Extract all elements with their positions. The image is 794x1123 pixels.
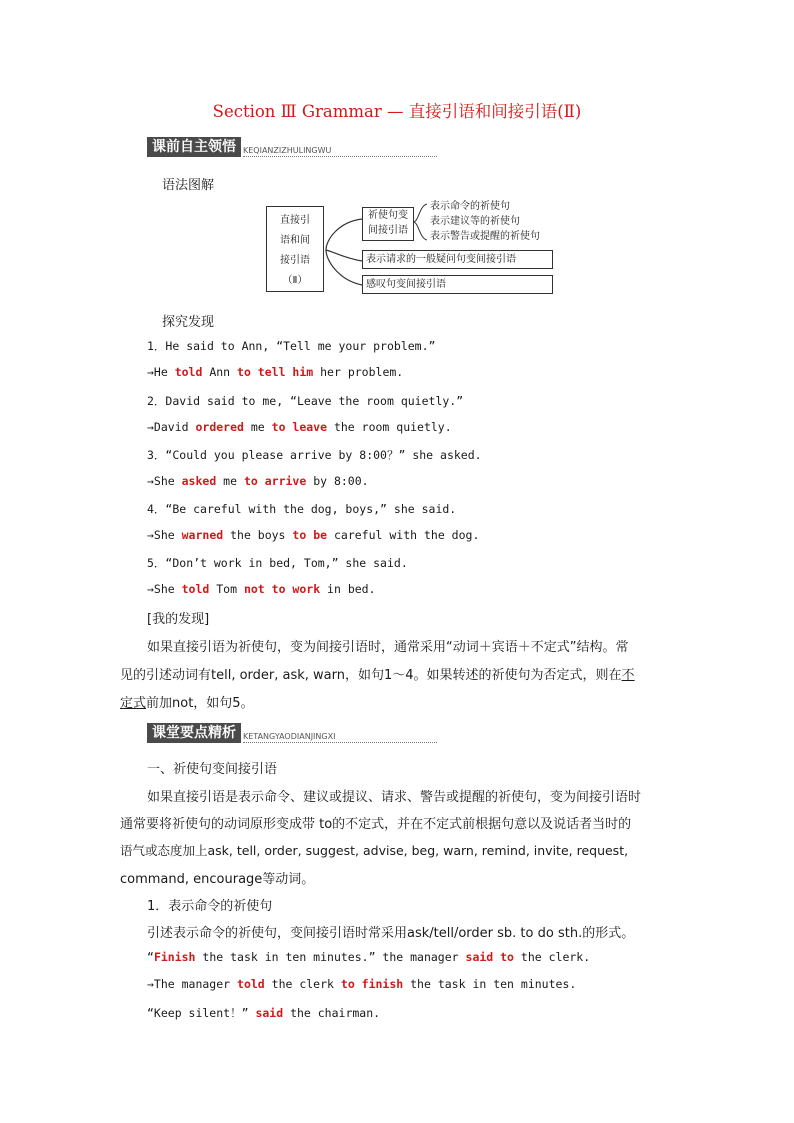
section-paragraph: command, encourage等动词。: [120, 872, 315, 887]
answer-verb: ordered: [195, 420, 244, 434]
section-heading: 一、祈使句变间接引语: [147, 762, 278, 777]
answer-text: me: [243, 420, 272, 434]
diagram-branch2-box: 表示请求的一般疑问句变间接引语: [362, 250, 553, 269]
section-paragraph: 语气或态度加上ask, tell, order, suggest, advise, beg, warn, remind, invite, request,: [120, 843, 629, 858]
example-text: the clerk: [264, 977, 341, 991]
example-question: 4．“Be careful with the dog, boys,” she said.: [147, 502, 457, 516]
example-highlight: told: [237, 977, 265, 991]
example-question: 3．“Could you please arrive by 8:00？” she asked.: [147, 448, 482, 462]
answer-text: careful with the dog.: [327, 528, 480, 542]
answer-text: →David: [147, 420, 196, 434]
answer-infinitive: to arrive: [243, 474, 307, 488]
answer-text: the boys: [223, 528, 293, 542]
example-highlight: said to: [465, 950, 514, 964]
diagram-root-line: 接引语: [280, 255, 310, 266]
answer-text: her problem.: [313, 365, 404, 379]
example-highlight: to finish: [340, 977, 404, 991]
answer-verb: asked: [181, 474, 217, 488]
explore-heading: 探究发现: [162, 315, 215, 330]
example-text: the chairman.: [283, 1006, 381, 1020]
example-answer: [147, 582, 376, 596]
diagram-leaf: 表示警告或提醒的祈使句: [430, 231, 540, 242]
example-answer: [147, 365, 403, 379]
finding-underlined: 不: [621, 668, 635, 683]
example-answer: [147, 420, 452, 434]
example-text: the clerk.: [513, 950, 591, 964]
example-question: 2．David said to me, “Leave the room quietly.”: [147, 394, 464, 408]
finding-label: [我的发现]: [147, 612, 210, 627]
diagram-branch1-box: [362, 207, 414, 241]
answer-text: →He: [147, 365, 175, 379]
diagram-branch3-box: 感叹句变间接引语: [362, 275, 553, 294]
command-example: [147, 950, 590, 964]
answer-text: →She: [147, 582, 182, 596]
diagram-leaf: 表示建议等的祈使句: [430, 216, 520, 227]
example-answer: [147, 528, 479, 542]
example-text: “: [147, 950, 154, 964]
section-banner-analysis: [147, 723, 437, 743]
finding-text-part: 前加not，如句5。: [146, 696, 254, 711]
grammar-diagram: [266, 200, 556, 300]
finding-text: 如果直接引语为祈使句，变为间接引语时，通常采用“动词＋宾语＋不定式”结构。常: [147, 640, 629, 655]
answer-verb: warned: [181, 528, 224, 542]
diagram-root-line: 直接引: [280, 215, 310, 226]
answer-infinitive: to be: [292, 528, 328, 542]
finding-text: [120, 692, 254, 711]
section-paragraph: 如果直接引语是表示命令、建议或提议、请求、警告或提醒的祈使句，变为间接引语时: [147, 790, 642, 805]
example-question: 1．He said to Ann, “Tell me your problem.”: [147, 339, 436, 353]
banner-label: 课前自主领悟: [147, 137, 241, 157]
example-text: →The manager: [147, 977, 238, 991]
section-paragraph: 通常要将祈使句的动词原形变成带 to的不定式，并在不定式前根据句意以及说话者当时的: [120, 817, 632, 832]
answer-infinitive: to leave: [271, 420, 328, 434]
answer-text: me: [216, 474, 244, 488]
example-highlight: said: [255, 1006, 284, 1020]
answer-text: →She: [147, 528, 182, 542]
answer-text: the room quietly.: [327, 420, 452, 434]
diagram-root-line: 语和间: [280, 235, 310, 246]
answer-verb: told: [181, 582, 210, 596]
answer-text: Tom: [209, 582, 244, 596]
answer-verb: told: [174, 365, 203, 379]
diagram-root-box: [266, 206, 324, 292]
diagram-leaf: 表示命令的祈使句: [430, 201, 510, 212]
answer-text: in bed.: [320, 582, 376, 596]
command-example: [147, 977, 576, 991]
subsection-description: 引述表示命令的祈使句，变间接引语时常采用ask/tell/order sb. to do sth.的形式。: [147, 926, 635, 941]
example-highlight: Finish: [153, 950, 196, 964]
diagram-root-line: （Ⅱ）: [282, 275, 308, 286]
command-example: [147, 1005, 380, 1021]
example-text: the task in ten minutes.: [403, 977, 577, 991]
example-question: 5．“Don’t work in bed, Tom,” she said.: [147, 556, 408, 570]
answer-infinitive: to tell him: [237, 365, 314, 379]
example-text: “Keep silent！”: [147, 1006, 256, 1020]
finding-underlined: 定式: [120, 696, 147, 711]
banner-pinyin: KETANGYAODIANJINGXI: [243, 732, 437, 743]
example-answer: [147, 474, 369, 488]
grammar-heading: 语法图解: [162, 178, 215, 193]
banner-pinyin: KEQIANZIZHULINGWU: [243, 146, 437, 157]
page-title: Section Ⅲ Grammar — 直接引语和间接引语(Ⅱ): [212, 102, 582, 121]
section-banner-preview: [147, 137, 437, 157]
diagram-branch1-line: 间接引语: [368, 225, 408, 236]
banner-label: 课堂要点精析: [147, 723, 241, 743]
diagram-branch1-line: 祈使句变: [368, 210, 408, 221]
finding-text-part: 见的引述动词有tell, order, ask, warn，如句1～4。如果转述的祈使句为否定式，则在: [120, 668, 622, 683]
answer-text: →She: [147, 474, 182, 488]
subsection-heading: 1．表示命令的祈使句: [147, 899, 273, 914]
example-text: the task in ten minutes.” the manager: [195, 950, 466, 964]
answer-text: Ann: [202, 365, 238, 379]
finding-text: [120, 664, 635, 683]
answer-infinitive: not to work: [243, 582, 321, 596]
answer-text: by 8:00.: [306, 474, 369, 488]
diagram-leaves: [430, 199, 540, 244]
